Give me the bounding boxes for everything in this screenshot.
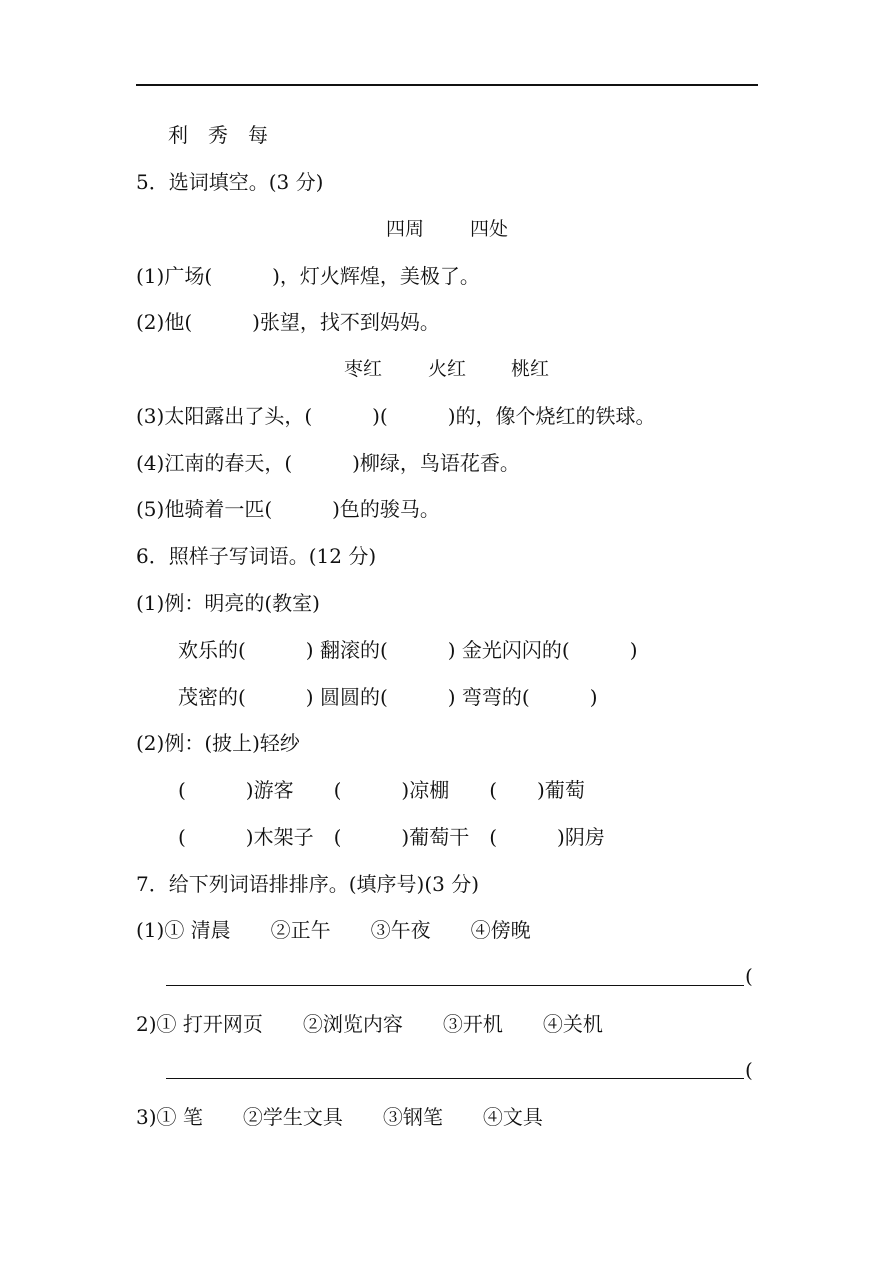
q5-word-option: 火红	[428, 358, 467, 380]
q6-2-row-2: ( )木架子 ( )葡萄干 ( )阴房	[178, 825, 605, 849]
q5-word-option: 四周	[386, 218, 425, 240]
q5-item-3: (3)太阳露出了头，( )( )的，像个烧红的铁球。	[136, 404, 656, 428]
q5-item-5: (5)他骑着一匹( )色的骏马。	[136, 497, 440, 521]
q7-header: 7．给下列词语排排序。(填序号)(3 分)	[136, 872, 480, 896]
answer-blank-line	[166, 1078, 744, 1079]
q7-item-1: (1)① 清晨 ②正午 ③午夜 ④傍晚	[136, 918, 531, 942]
q5-word-option: 四处	[470, 218, 509, 240]
q6-1-row-2: 茂密的( ) 圆圆的( ) 弯弯的( )	[178, 685, 598, 709]
q6-2-row-1: ( )游客 ( )凉棚 ( )葡萄	[178, 778, 585, 802]
q5-item-1: (1)广场( )，灯火辉煌，美极了。	[136, 264, 480, 288]
q7-item-2: 2)① 打开网页 ②浏览内容 ③开机 ④关机	[136, 1012, 603, 1036]
q6-1-example: (1)例：明亮的(教室)	[136, 591, 320, 615]
q6-1-row-1: 欢乐的( ) 翻滚的( ) 金光闪闪的( )	[178, 638, 638, 662]
q5-word-option: 枣红	[344, 358, 383, 380]
q7-item-3: 3)① 笔 ②学生文具 ③钢笔 ④文具	[136, 1105, 543, 1129]
q5-item-2: (2)他( )张望，找不到妈妈。	[136, 310, 440, 334]
answer-paren: (	[745, 1058, 753, 1082]
answer-blank-line	[166, 985, 744, 986]
q6-2-example: (2)例：(披上)轻纱	[136, 731, 300, 755]
q6-header: 6．照样子写词语。(12 分)	[136, 544, 377, 568]
q5-header: 5．选词填空。(3 分)	[136, 170, 324, 194]
answer-paren: (	[745, 964, 753, 988]
q5-item-4: (4)江南的春天，( )柳绿，鸟语花香。	[136, 451, 520, 475]
header-rule	[136, 84, 758, 86]
q5-word-option: 桃红	[511, 358, 550, 380]
q4-tail-chars: 利 秀 每	[168, 123, 268, 147]
